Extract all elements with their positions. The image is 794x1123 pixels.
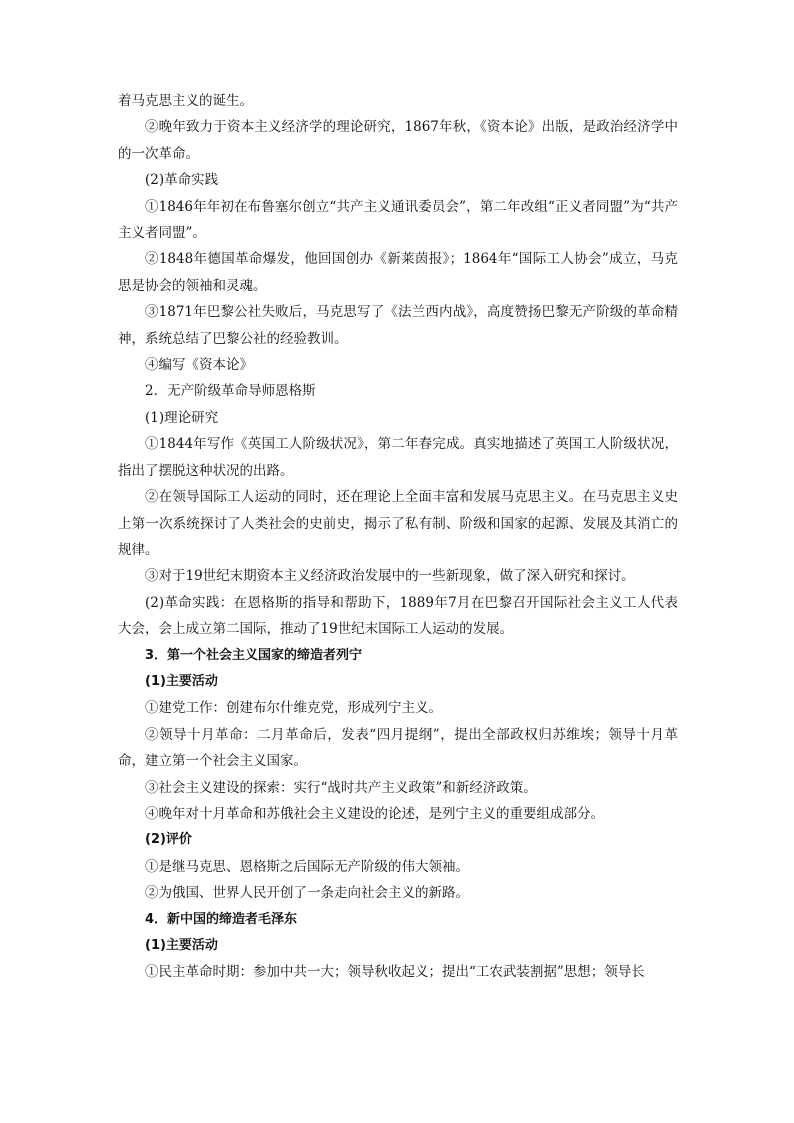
paragraph-24: ①民主革命时期：参加中共一大；领导秋收起义；提出“工农武装割据”思想；领导长 (145, 964, 645, 981)
paragraph-12: (2)革命实践：在恩格斯的指导和帮助下，1889年7月在巴黎召开国际社会主义工人代表大会，会上成立第二国际，推动了19世纪末国际工人运动的发展。 (118, 594, 678, 638)
subheading-theory: (1)理论研究 (145, 409, 219, 426)
subheading-main-activities-mao: (1)主要活动 (145, 938, 218, 953)
subheading-revolution-practice: (2)革命实践 (145, 172, 219, 189)
paragraph-9: ①1844年写作《英国工人阶级状况》，第二年春完成。真实地描述了英国工人阶级状况，指出了摆脱这种状况的出路。 (118, 436, 678, 479)
paragraph-0: 着马克思主义的诞生。 (118, 93, 253, 109)
paragraph-16: ②领导十月革命：二月革命后，发表“四月提纲”，提出全部政权归苏维埃；领导十月革命，建立第一个社会主义国家。 (118, 726, 678, 770)
section-heading-mao: 4．新中国的缔造者毛泽东 (145, 911, 298, 927)
paragraph-1: ②晚年致力于资本主义经济学的理论研究，1867年秋，《资本论》出版，是政治经济学中的一次革命。 (118, 119, 678, 162)
section-heading-lenin: 3．第一个社会主义国家的缔造者列宁 (145, 647, 363, 663)
paragraph-10: ②在领导国际工人运动的同时，还在理论上全面丰富和发展马克思主义。在马克思主义史上第一次系统探讨了人类社会的史前史，揭示了私有制、阶级和国家的起源、发展及其消亡的规律。 (118, 489, 678, 558)
section-heading-engels: 2．无产阶级革命导师恩格斯 (145, 383, 316, 400)
paragraph-17: ③社会主义建设的探索：实行“战时共产主义政策”和新经济政策。 (145, 779, 537, 796)
paragraph-11: ③对于19世纪末期资本主义经济政治发展中的一些新现象，做了深入研究和探讨。 (145, 568, 635, 585)
paragraph-6: ④编写《资本论》 (145, 357, 253, 374)
paragraph-5: ③1871年巴黎公社失败后，马克思写了《法兰西内战》，高度赞扬巴黎无产阶级的革命精神，系统总结了巴黎公社的经验教训。 (118, 304, 678, 347)
paragraph-3: ①1846年年初在布鲁塞尔创立“共产主义通讯委员会”，第二年改组“正义者同盟”为“共产主义者同盟”。 (118, 198, 678, 242)
subheading-evaluation: (2)评价 (145, 832, 192, 848)
subheading-main-activities: (1)主要活动 (145, 673, 218, 689)
paragraph-21: ②为俄国、世界人民开创了一条走向社会主义的新路。 (145, 885, 469, 902)
paragraph-15: ①建党工作：创建布尔什维克党，形成列宁主义。 (145, 700, 442, 717)
document-page (118, 88, 678, 986)
paragraph-18: ④晚年对十月革命和苏俄社会主义建设的论述，是列宁主义的重要组成部分。 (145, 805, 604, 822)
paragraph-4: ②1848年德国革命爆发，他回国创办《新莱茵报》；1864年“国际工人协会”成立，马克思是协会的领袖和灵魂。 (118, 251, 678, 294)
paragraph-20: ①是继马克思、恩格斯之后国际无产阶级的伟大领袖。 (145, 858, 469, 875)
